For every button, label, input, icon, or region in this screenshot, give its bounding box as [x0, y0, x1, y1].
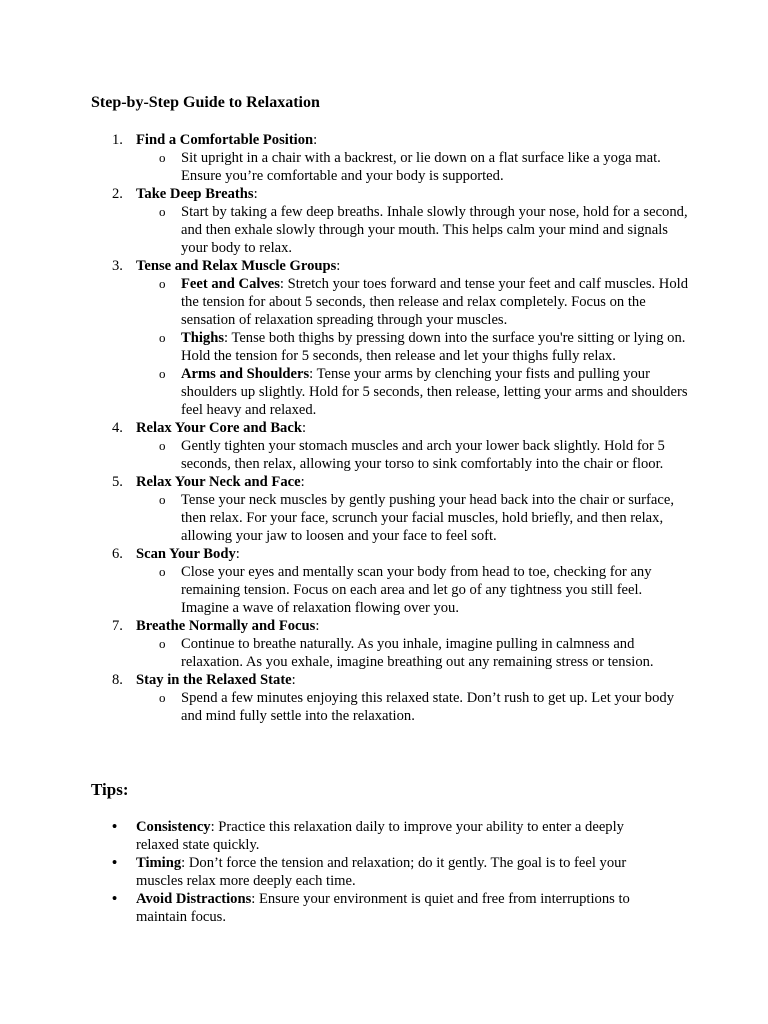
step-number: 6.: [112, 546, 123, 562]
step-title: Breathe Normally and Focus: [136, 618, 316, 634]
tip-label: Avoid Distractions: [136, 891, 252, 907]
tip-text: : Ensure your environment is quiet and free from interruptions to maintain focus.: [136, 891, 630, 925]
circle-bullet-icon: o: [159, 690, 166, 705]
tip-item: [91, 818, 651, 854]
circle-bullet-icon: o: [159, 564, 166, 579]
sub-item: [136, 149, 691, 185]
sub-text: Continue to breathe naturally. As you inhale, imagine pulling in calmness and relaxation. As you exhale, imagine breathing out any remaining stress or tension.: [181, 636, 654, 670]
sub-item: [136, 635, 691, 671]
step-title: Take Deep Breaths: [136, 186, 254, 202]
sub-text: Gently tighten your stomach muscles and arch your lower back slightly. Hold for 5 seconds, then relax, allowing your torso to sink comfortably into the chair or floor.: [181, 438, 665, 472]
step-item: 3. Tense and Relax Muscle Groups: o Feet and Calves: Stretch your toes forward and tense your feet and calf muscles. Hold the tension for about 5 seconds, then release and relax completely. Focus on the sensation of relaxation spreading through your muscles. o Thighs: Tense both thighs by pressing down into the surface you're sitting or lying on. Hold the tension for 5 seconds, then release and let your thighs fully relax. o Arms and Shoulders: Tense your arms by clenching your fists and pulling your shoulders up slightly. Hold for 5 seconds, then release, letting your arms and shoulders feel heavy and relaxed.: [91, 257, 691, 419]
circle-bullet-icon: o: [159, 492, 166, 507]
circle-bullet-icon: o: [159, 204, 166, 219]
sub-text: : Tense both thighs by pressing down into the surface you're sitting or lying on. Hold the tension for 5 seconds, then release and let your thighs fully relax.: [181, 330, 686, 364]
sub-label: Feet and Calves: [181, 276, 280, 292]
circle-bullet-icon: o: [159, 330, 166, 345]
step-title: Stay in the Relaxed State: [136, 672, 292, 688]
step-title: Scan Your Body: [136, 546, 236, 562]
sub-item: [136, 491, 691, 545]
circle-bullet-icon: o: [159, 276, 166, 291]
tip-item: [91, 854, 651, 890]
circle-bullet-icon: o: [159, 438, 166, 453]
step-title: Relax Your Neck and Face: [136, 474, 301, 490]
sub-text: Close your eyes and mentally scan your body from head to toe, checking for any remaining tension. Focus on each area and let go of any tightness you still feel. Imagine a wave of relaxation flowing over you.: [181, 564, 652, 616]
circle-bullet-icon: o: [159, 366, 166, 381]
tip-text: : Don’t force the tension and relaxation; do it gently. The goal is to feel your muscles relax more deeply each time.: [136, 855, 627, 889]
step-item: 5. Relax Your Neck and Face: o Tense your neck muscles by gently pushing your head back into the chair or surface, then relax. For your face, scrunch your facial muscles, hold briefly, and then relax, allowing your jaw to loosen and your face to feel soft.: [91, 473, 691, 545]
tips-list: [91, 818, 651, 926]
bullet-icon: •: [112, 819, 118, 835]
step-number: 3.: [112, 258, 123, 274]
tip-text: : Practice this relaxation daily to improve your ability to enter a deeply relaxed state quickly.: [136, 819, 624, 853]
sub-item: [136, 275, 691, 329]
tip-item: [91, 890, 651, 926]
sub-text: : Stretch your toes forward and tense your feet and calf muscles. Hold the tension for about 5 seconds, then release and relax completely. Focus on the sensation of relaxation spreading through your muscles.: [181, 276, 688, 328]
sub-item: [136, 203, 691, 257]
sub-item: [136, 689, 691, 725]
sub-text: : Tense your arms by clenching your fists and pulling your shoulders up slightly. Hold for 5 seconds, then release, letting your arms and shoulders feel heavy and relaxed.: [181, 366, 688, 418]
step-number: 8.: [112, 672, 123, 688]
sub-text: Sit upright in a chair with a backrest, or lie down on a flat surface like a yoga mat. Ensure you’re comfortable and your body is supported.: [181, 150, 661, 184]
circle-bullet-icon: o: [159, 636, 166, 651]
step-number: 4.: [112, 420, 123, 436]
step-item: 7. Breathe Normally and Focus: o Continue to breathe naturally. As you inhale, imagine pulling in calmness and relaxation. As you exhale, imagine breathing out any remaining stress or tension.: [91, 617, 691, 671]
sub-label: Arms and Shoulders: [181, 366, 310, 382]
step-item: 8. Stay in the Relaxed State: o Spend a few minutes enjoying this relaxed state. Don’t rush to get up. Let your body and mind fully settle into the relaxation.: [91, 671, 691, 725]
bullet-icon: •: [112, 891, 118, 907]
step-title: Tense and Relax Muscle Groups: [136, 258, 337, 274]
step-title: Find a Comfortable Position: [136, 132, 314, 148]
sub-item: [136, 437, 691, 473]
sub-item: [136, 329, 691, 365]
sub-item: [136, 365, 691, 419]
step-title: Relax Your Core and Back: [136, 420, 302, 436]
step-item: 6. Scan Your Body: o Close your eyes and mentally scan your body from head to toe, checking for any remaining tension. Focus on each area and let go of any tightness you still feel. Imagine a wave of relaxation flowing over you.: [91, 545, 691, 617]
steps-list: [91, 131, 691, 725]
sub-label: Thighs: [181, 330, 224, 346]
step-number: 2.: [112, 186, 123, 202]
step-item: 2. Take Deep Breaths: o Start by taking a few deep breaths. Inhale slowly through your nose, hold for a second, and then exhale slowly through your mouth. This helps calm your mind and signals your body to relax.: [91, 185, 691, 257]
page-title: Step-by-Step Guide to Relaxation: [91, 94, 320, 111]
tip-label: Timing: [136, 855, 182, 871]
sub-item: [136, 563, 691, 617]
step-item: 1. Find a Comfortable Position: o Sit upright in a chair with a backrest, or lie down on a flat surface like a yoga mat. Ensure you’re comfortable and your body is supported.: [91, 131, 691, 185]
sub-text: Tense your neck muscles by gently pushing your head back into the chair or surface, then relax. For your face, scrunch your facial muscles, hold briefly, and then relax, allowing your jaw to loosen and your face to feel soft.: [181, 492, 674, 544]
step-number: 1.: [112, 132, 123, 148]
bullet-icon: •: [112, 855, 118, 871]
sub-text: Start by taking a few deep breaths. Inhale slowly through your nose, hold for a second, and then exhale slowly through your mouth. This helps calm your mind and signals your body to relax.: [181, 204, 688, 256]
sub-text: Spend a few minutes enjoying this relaxed state. Don’t rush to get up. Let your body and mind fully settle into the relaxation.: [181, 690, 674, 724]
step-item: 4. Relax Your Core and Back: o Gently tighten your stomach muscles and arch your lower back slightly. Hold for 5 seconds, then relax, allowing your torso to sink comfortably into the chair or floor.: [91, 419, 691, 473]
tips-heading: Tips:: [91, 780, 129, 799]
circle-bullet-icon: o: [159, 150, 166, 165]
step-number: 5.: [112, 474, 123, 490]
tip-label: Consistency: [136, 819, 211, 835]
step-number: 7.: [112, 618, 123, 634]
